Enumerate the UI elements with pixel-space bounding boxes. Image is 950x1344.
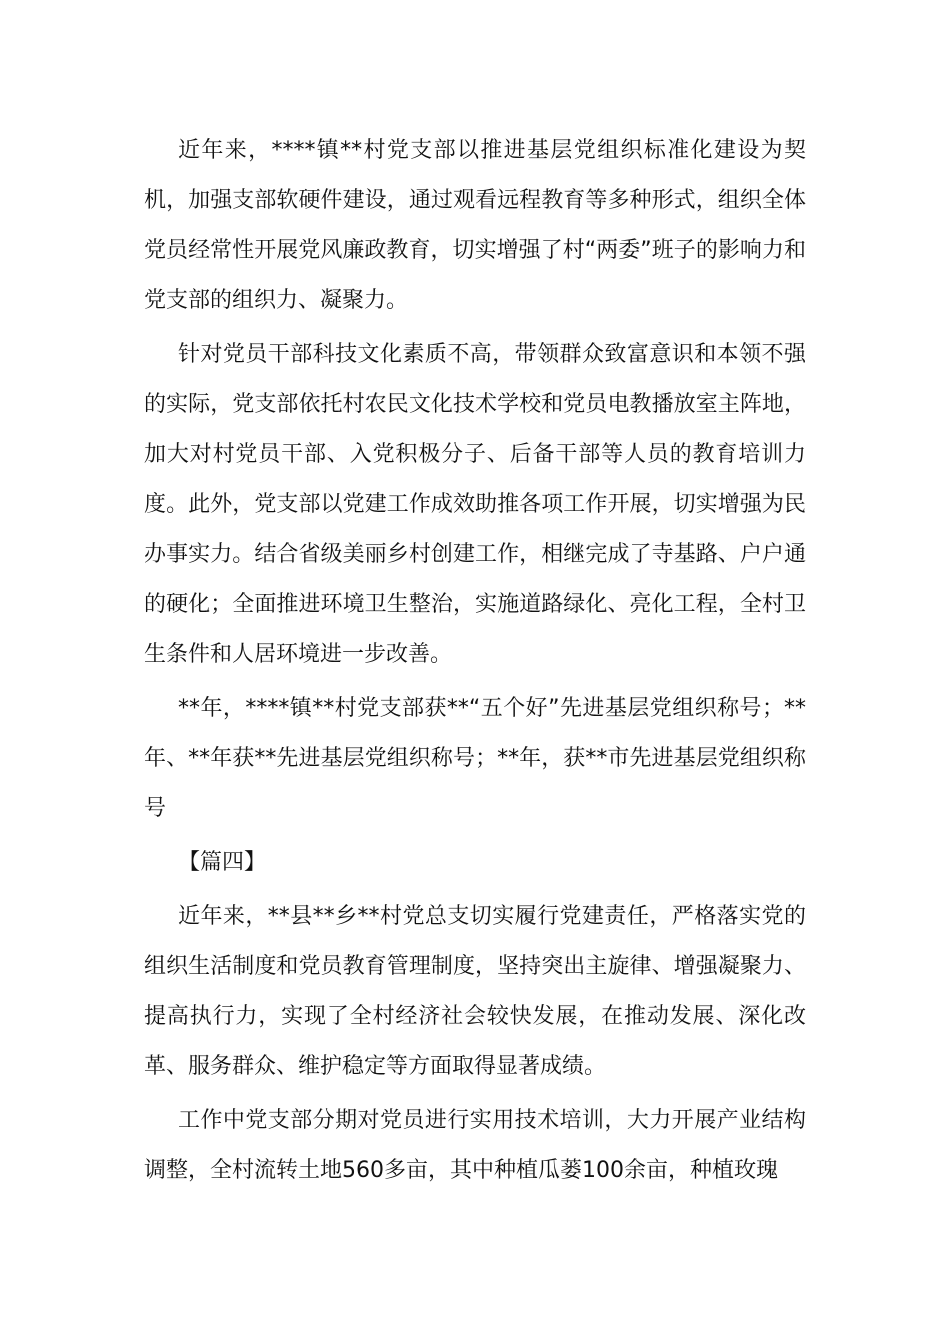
section-paragraph-2: 工作中党支部分期对党员进行实用技术培训，大力开展产业结构调整，全村流转土地560多亩，其中种植瓜蒌100余亩，种植玫瑰 xyxy=(144,1108,806,1183)
section-paragraph-1: 近年来，**县**乡**村党总支切实履行党建责任，严格落实党的组织生活制度和党员教育管理制度，坚持突出主旋律、增强凝聚力、提高执行力，实现了全村经济社会较快发展，在推动发展、深化改革、服务群众、维护稳定等方面取得显著成绩。 xyxy=(144,904,806,1079)
paragraph-1: 近年来，****镇**村党支部以推进基层党组织标准化建设为契机，加强支部软硬件建设，通过观看远程教育等多种形式，组织全体党员经常性开展党风廉政教育，切实增强了村“两委”班子的影响力和党支部的组织力、凝聚力。 xyxy=(144,138,806,313)
section-heading: 【篇四】 xyxy=(178,850,267,875)
document-body xyxy=(144,126,806,1196)
paragraph-3: **年，****镇**村党支部获**“五个好”先进基层党组织称号；**年、**年获**先进基层党组织称号；**年，获**市先进基层党组织称号 xyxy=(144,696,806,821)
paragraph-2: 针对党员干部科技文化素质不高，带领群众致富意识和本领不强的实际，党支部依托村农民文化技术学校和党员电教播放室主阵地，加大对村党员干部、入党积极分子、后备干部等人员的教育培训力度。此外，党支部以党建工作成效助推各项工作开展，切实增强为民办事实力。结合省级美丽乡村创建工作，相继完成了寺基路、户户通的硬化；全面推进环境卫生整治，实施道路绿化、亮化工程，全村卫生条件和人居环境进一步改善。 xyxy=(144,342,806,667)
